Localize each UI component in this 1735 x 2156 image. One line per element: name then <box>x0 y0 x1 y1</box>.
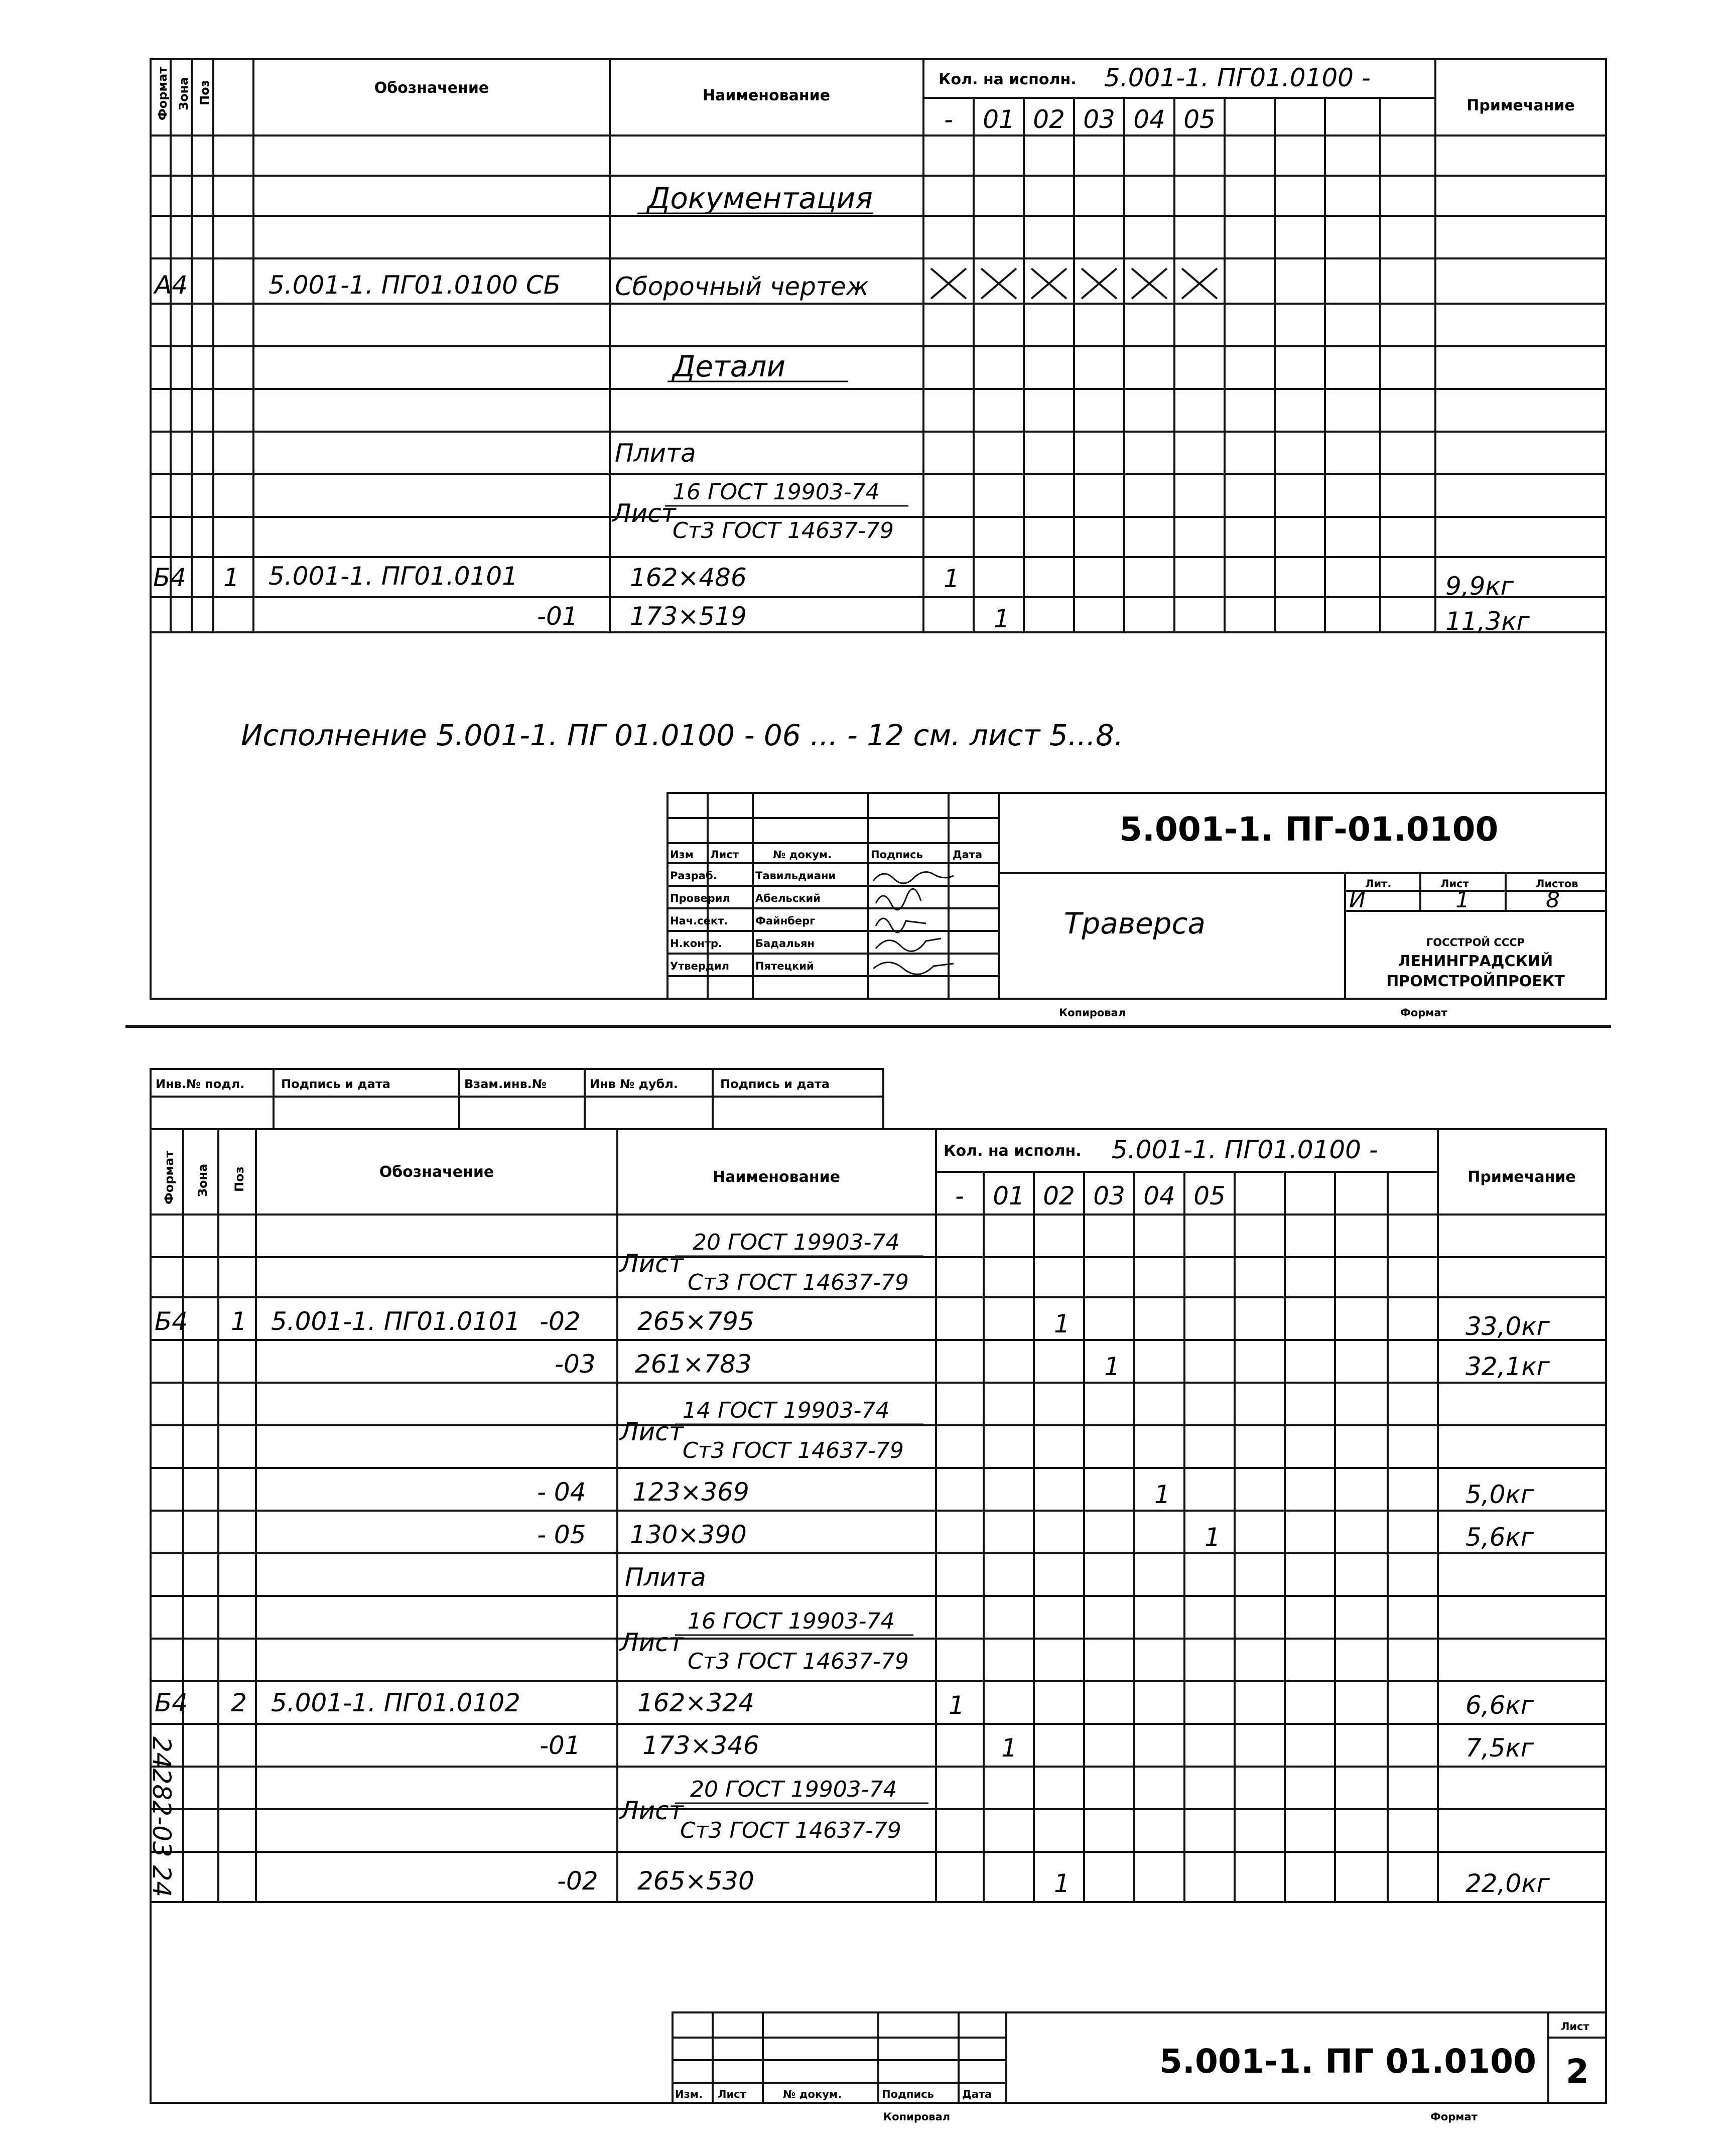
cell-note: 11,3кг <box>1445 607 1530 636</box>
tb-code: 5.001-1. ПГ-01.0100 <box>1119 810 1499 849</box>
tb-role: Утвердил <box>670 960 729 972</box>
cell-designation: -01 <box>537 602 578 631</box>
footer-format: Формат <box>1400 1007 1447 1019</box>
header-qty-code: 5.001-1. ПГ01.0100 - <box>1104 63 1371 92</box>
header-format: Формат <box>162 1150 176 1204</box>
cell-qty: 1 <box>949 1691 965 1720</box>
tb-role: Н.контр. <box>670 937 722 950</box>
cell-suffix: -02 <box>557 1866 598 1896</box>
stamp-field: Инв.№ подл. <box>156 1077 245 1091</box>
tb-title: Траверса <box>1064 906 1206 940</box>
tb-col-list: Лист <box>718 2088 746 2100</box>
variant-col: 01 <box>993 1181 1025 1210</box>
tb-lit-label: Лит. <box>1365 878 1392 890</box>
tb-col-izm: Изм <box>670 849 694 861</box>
tb-sheets-label: Листов <box>1536 878 1578 890</box>
tb-sheet-label: Лист <box>1440 878 1469 890</box>
variant-col: 03 <box>1083 105 1115 134</box>
remark: Исполнение 5.001-1. ПГ 01.0100 - 06 ... - 12 см. лист 5...8. <box>241 718 1124 752</box>
tb-code: 5.001-1. ПГ 01.0100 <box>1159 2042 1537 2081</box>
tb-person: Абельский <box>755 892 821 904</box>
cell-note: 33,0кг <box>1465 1312 1550 1341</box>
cell-qty: 1 <box>1054 1869 1070 1898</box>
material-prefix: Лист <box>620 1628 684 1657</box>
header-qty-code: 5.001-1. ПГ01.0100 - <box>1112 1135 1378 1164</box>
tb-person: Пятецкий <box>755 960 814 972</box>
cell-qty: 1 <box>944 564 960 593</box>
cell-pos: 1 <box>223 563 239 592</box>
material-top: 20 ГОСТ 19903-74 <box>693 1230 900 1255</box>
header-note: Примечание <box>1467 1168 1576 1186</box>
tb-org1: ГОССТРОЙ СССР <box>1426 936 1525 949</box>
header-format: Формат <box>156 66 170 120</box>
material-top: 16 ГОСТ 19903-74 <box>673 479 880 505</box>
variant-col: - <box>944 105 954 134</box>
cell-name: 162×324 <box>637 1688 754 1717</box>
material-bottom: Ст3 ГОСТ 14637-79 <box>688 1270 909 1295</box>
tb-col-date: Дата <box>953 849 983 861</box>
cell-name: 265×530 <box>637 1866 754 1896</box>
header-zone: Зона <box>177 77 191 110</box>
tb-person: Бадальян <box>755 937 815 950</box>
material-prefix: Лист <box>620 1796 684 1825</box>
cell-name: 261×783 <box>635 1350 752 1379</box>
cell-note: 32,1кг <box>1465 1352 1550 1381</box>
stamp-field: Подпись и дата <box>281 1077 390 1091</box>
header-designation: Обозначение <box>374 79 489 97</box>
tb-col-doc: № докум. <box>783 2088 842 2100</box>
tb-person: Файнберг <box>755 915 816 927</box>
tb-col-doc: № докум. <box>773 849 832 861</box>
footer-copied: Копировал <box>883 2111 951 2123</box>
material-top: 20 ГОСТ 19903-74 <box>690 1777 897 1802</box>
tb-sheets: 8 <box>1546 887 1560 913</box>
footer-format: Формат <box>1430 2111 1478 2123</box>
cell-name: Сборочный чертеж <box>615 272 869 301</box>
cell-designation: 5.001-1. ПГ01.0100 СБ <box>269 271 561 300</box>
cell-format: Б4 <box>155 1307 188 1336</box>
cell-name: 173×346 <box>642 1731 759 1760</box>
cell-note: 6,6кг <box>1465 1691 1534 1720</box>
tb-col-sign: Подпись <box>871 849 923 861</box>
cell-name: Плита <box>625 1563 706 1592</box>
cell-qty: 1 <box>994 604 1010 633</box>
cell-name: 123×369 <box>632 1477 749 1507</box>
tb-role: Разраб. <box>670 870 717 882</box>
header-name: Наименование <box>713 1168 840 1186</box>
tb-sheet-label: Лист <box>1561 2020 1589 2033</box>
header-qty-label: Кол. на исполн. <box>939 71 1077 88</box>
cell-designation: 5.001-1. ПГ01.0101 <box>269 562 518 591</box>
variant-col: 04 <box>1143 1181 1175 1210</box>
cell-name: 130×390 <box>630 1520 747 1549</box>
variant-col: 05 <box>1193 1181 1226 1210</box>
cell-qty: 1 <box>1104 1352 1120 1381</box>
cell-format: Б4 <box>155 1688 188 1717</box>
cell-pos: 1 <box>231 1307 247 1336</box>
cell-format: Б4 <box>153 563 187 592</box>
section-title: Документация <box>647 181 873 215</box>
footer-copied: Копировал <box>1059 1007 1126 1019</box>
variant-col: 01 <box>983 105 1015 134</box>
header-note: Примечание <box>1466 97 1575 114</box>
stamp-field: Подпись и дата <box>720 1077 830 1091</box>
header-pos: Поз <box>198 80 212 105</box>
material-top: 16 ГОСТ 19903-74 <box>688 1608 895 1634</box>
variant-col: 03 <box>1093 1181 1125 1210</box>
material-prefix: Лист <box>612 499 676 528</box>
sheet2-rows <box>155 1230 1550 1898</box>
sheet2-stamp <box>156 1077 830 1091</box>
tb-col-list: Лист <box>710 849 739 861</box>
cell-name: Плита <box>615 439 696 468</box>
variant-col: 02 <box>1033 105 1065 134</box>
cell-qty: 1 <box>1054 1309 1070 1338</box>
cell-note: 22,0кг <box>1465 1869 1550 1898</box>
tb-role: Нач.сект. <box>670 915 728 927</box>
cell-name: 173×519 <box>630 602 747 631</box>
material-bottom: Ст3 ГОСТ 14637-79 <box>683 1438 904 1463</box>
tb-col-izm: Изм. <box>675 2088 703 2100</box>
material-top: 14 ГОСТ 19903-74 <box>683 1398 890 1423</box>
cell-qty: 1 <box>1154 1480 1170 1509</box>
tb-sheet: 2 <box>1566 2052 1589 2091</box>
tb-org3: ПРОМСТРОЙПРОЕКТ <box>1386 973 1565 990</box>
material-prefix: Лист <box>620 1249 684 1278</box>
section-title: Детали <box>673 349 786 383</box>
sheet2-title-text <box>675 2020 1590 2123</box>
material-bottom: Ст3 ГОСТ 14637-79 <box>673 518 894 544</box>
cell-qty: 1 <box>1001 1733 1017 1763</box>
tb-lit: И <box>1349 887 1366 913</box>
cell-format: А4 <box>155 271 188 300</box>
cell-suffix: -02 <box>540 1307 581 1336</box>
tb-col-sign: Подпись <box>882 2088 934 2100</box>
cell-note: 7,5кг <box>1465 1733 1534 1763</box>
header-designation: Обозначение <box>379 1163 494 1181</box>
cell-suffix: - 05 <box>537 1520 586 1549</box>
tb-sheet: 1 <box>1455 887 1470 913</box>
signatures <box>873 872 954 975</box>
cell-name: 265×795 <box>637 1307 754 1336</box>
cell-name: 162×486 <box>630 563 747 592</box>
cell-pos: 2 <box>231 1688 247 1717</box>
sheet1-rows <box>153 181 1530 752</box>
header-name: Наименование <box>703 87 830 104</box>
tb-role: Проверил <box>670 892 730 904</box>
material-bottom: Ст3 ГОСТ 14637-79 <box>680 1818 901 1843</box>
cell-designation: 5.001-1. ПГ01.0101 <box>271 1307 520 1336</box>
cell-note: 9,9кг <box>1445 572 1514 601</box>
header-qty-label: Кол. на исполн. <box>944 1142 1082 1160</box>
cell-qty: 1 <box>1205 1523 1221 1552</box>
sheet1-title-text <box>670 810 1578 1019</box>
cell-note: 5,6кг <box>1465 1523 1534 1552</box>
stamp-field: Взам.инв.№ <box>464 1077 547 1091</box>
cell-designation: 5.001-1. ПГ01.0102 <box>271 1688 520 1717</box>
cell-suffix: - 04 <box>537 1477 586 1507</box>
cell-suffix: -03 <box>555 1350 596 1379</box>
variant-col: 05 <box>1183 105 1216 134</box>
variant-col: - <box>955 1181 965 1210</box>
tb-org2: ЛЕНИНГРАДСКИЙ <box>1398 953 1553 970</box>
variant-col: 04 <box>1133 105 1165 134</box>
cell-note: 5,0кг <box>1465 1480 1534 1509</box>
header-zone: Зона <box>196 1163 210 1197</box>
tb-person: Тавильдиани <box>755 870 836 882</box>
header-pos: Поз <box>232 1166 246 1192</box>
material-prefix: Лист <box>620 1417 684 1446</box>
variant-col: 02 <box>1043 1181 1075 1210</box>
cell-suffix: -01 <box>540 1731 581 1760</box>
stamp-field: Инв № дубл. <box>590 1077 678 1091</box>
material-bottom: Ст3 ГОСТ 14637-79 <box>688 1649 909 1674</box>
tb-col-date: Дата <box>962 2088 992 2100</box>
side-inventory-number: 24282-03 24 <box>147 1736 176 1898</box>
